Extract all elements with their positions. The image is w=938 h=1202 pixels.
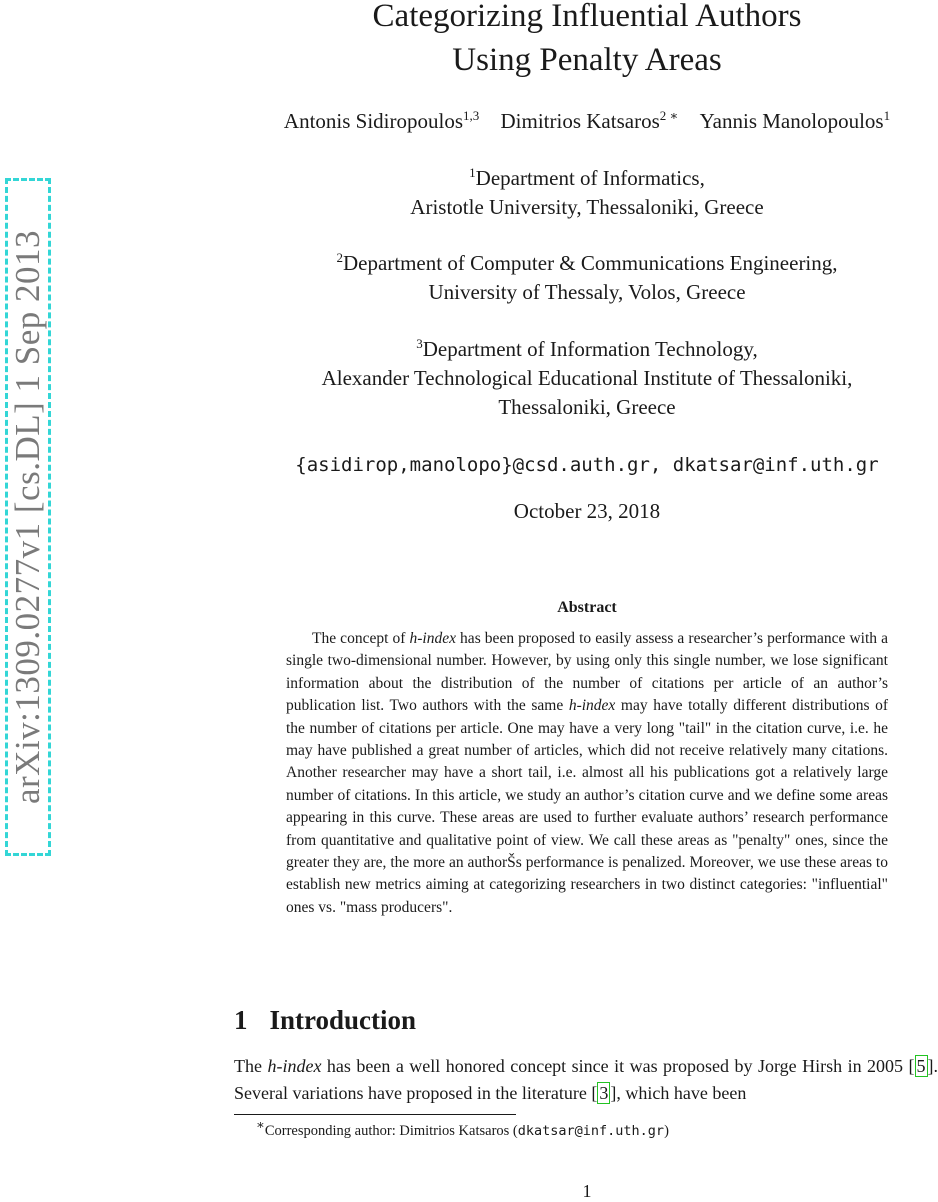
intro-text-part: has been a well honored concept since it was proposed by Jorge Hirsh in 2005 [ <box>321 1056 915 1076</box>
author-3 <box>700 109 890 133</box>
author-name: Dimitrios Katsaros <box>500 109 660 133</box>
footnote-text: Corresponding author: Dimitrios Katsaros ( <box>264 1123 518 1139</box>
affiliation-1 <box>236 164 938 222</box>
affiliation-line: Department of Informatics, <box>475 166 705 190</box>
author-emails: {asidirop,manolopo}@csd.auth.gr, dkatsar@inf.uth.gr <box>295 454 879 476</box>
arxiv-identifier-stamp <box>5 178 51 856</box>
author-1 <box>284 109 479 133</box>
section-heading-introduction <box>234 1002 416 1038</box>
author-name: Yannis Manolopoulos <box>699 109 884 133</box>
author-name: Antonis Sidiropoulos <box>283 109 464 133</box>
section-title: Introduction <box>269 1005 417 1035</box>
abstract-text-part: has been proposed to easily assess a researcher’s performance with a single two-dimensional number. However, by using only this single number, we lose significant information about the distribution of the number of citations per article of an author’s publication list. Two authors with the same <box>286 630 888 715</box>
affiliation-3 <box>236 335 938 422</box>
abstract-text-part: may have totally different distributions of the number of citations per article. One may have a very long "tail" in the citation curve, i.e. he may have published a great number of articles, which did not receive relatively many citations. Another researcher may have a short tail, i.e. almost all his publications got a relatively large number of citations. In this article, we study an author’s citation curve and we define some areas appearing in this curve. These areas are used to further evaluate authors’ research performance from quantitative and qualitative point of view. We call these areas as "penalty" ones, since the greater they are, the more an authorŠs performance is penalized. Moreover, we use these areas to establish new metrics aiming at categorizing researchers in two distinct categories: "influential" ones vs. "mass producers". <box>286 697 888 916</box>
introduction-paragraph <box>234 1053 938 1107</box>
abstract-text-part: The concept of <box>312 630 410 647</box>
abstract-text <box>286 628 888 919</box>
intro-text-part: ], which have been <box>610 1083 747 1103</box>
footnote-close: ) <box>664 1123 669 1139</box>
author-affiliation-mark: 1,3 <box>463 108 480 123</box>
citation-link[interactable]: 5 <box>916 1056 926 1076</box>
footnote <box>256 1117 669 1141</box>
author-2 <box>501 109 679 133</box>
arxiv-identifier-text: arXiv:1309.0277v1 [cs.DL] 1 Sep 2013 <box>8 229 48 805</box>
affiliation-line: Department of Information Technology, <box>422 337 758 361</box>
paper-date: October 23, 2018 <box>513 499 661 523</box>
footnote-divider <box>234 1114 516 1115</box>
affiliation-line: University of Thessaly, Volos, Greece <box>428 280 746 304</box>
affiliation-mark: 1 <box>469 165 476 180</box>
title-line-1: Categorizing Influential Authors <box>372 0 802 34</box>
author-affiliation-mark: 2 ∗ <box>659 108 679 123</box>
affiliation-line: Department of Computer & Communications Engineering, <box>342 251 838 275</box>
abstract-term: h-index <box>568 697 616 715</box>
citation-link[interactable]: 3 <box>599 1083 609 1103</box>
intro-text-part: ]. Several variations have proposed in the literature [ <box>234 1056 938 1103</box>
intro-term: h-index <box>267 1056 322 1076</box>
affiliation-2 <box>236 249 938 307</box>
author-list <box>236 106 938 136</box>
section-number: 1 <box>234 1005 248 1035</box>
affiliation-line: Aristotle University, Thessaloniki, Greece <box>410 195 764 219</box>
author-affiliation-mark: 1 <box>883 108 891 123</box>
abstract-heading: Abstract <box>557 599 617 616</box>
affiliation-mark: 2 <box>336 250 343 265</box>
affiliation-line: Alexander Technological Educational Institute of Thessaloniki, <box>321 366 853 390</box>
affiliation-mark: 3 <box>416 336 423 351</box>
footnote-mark: ∗ <box>256 1117 265 1133</box>
abstract-term: h-index <box>409 630 456 647</box>
intro-text-part: The <box>234 1056 268 1076</box>
title-line-2: Using Penalty Areas <box>452 42 722 78</box>
affiliation-line: Thessaloniki, Greece <box>498 395 676 419</box>
page-number: 1 <box>582 1181 592 1201</box>
paper-title <box>236 0 938 82</box>
footnote-email: dkatsar@inf.uth.gr <box>517 1123 665 1139</box>
